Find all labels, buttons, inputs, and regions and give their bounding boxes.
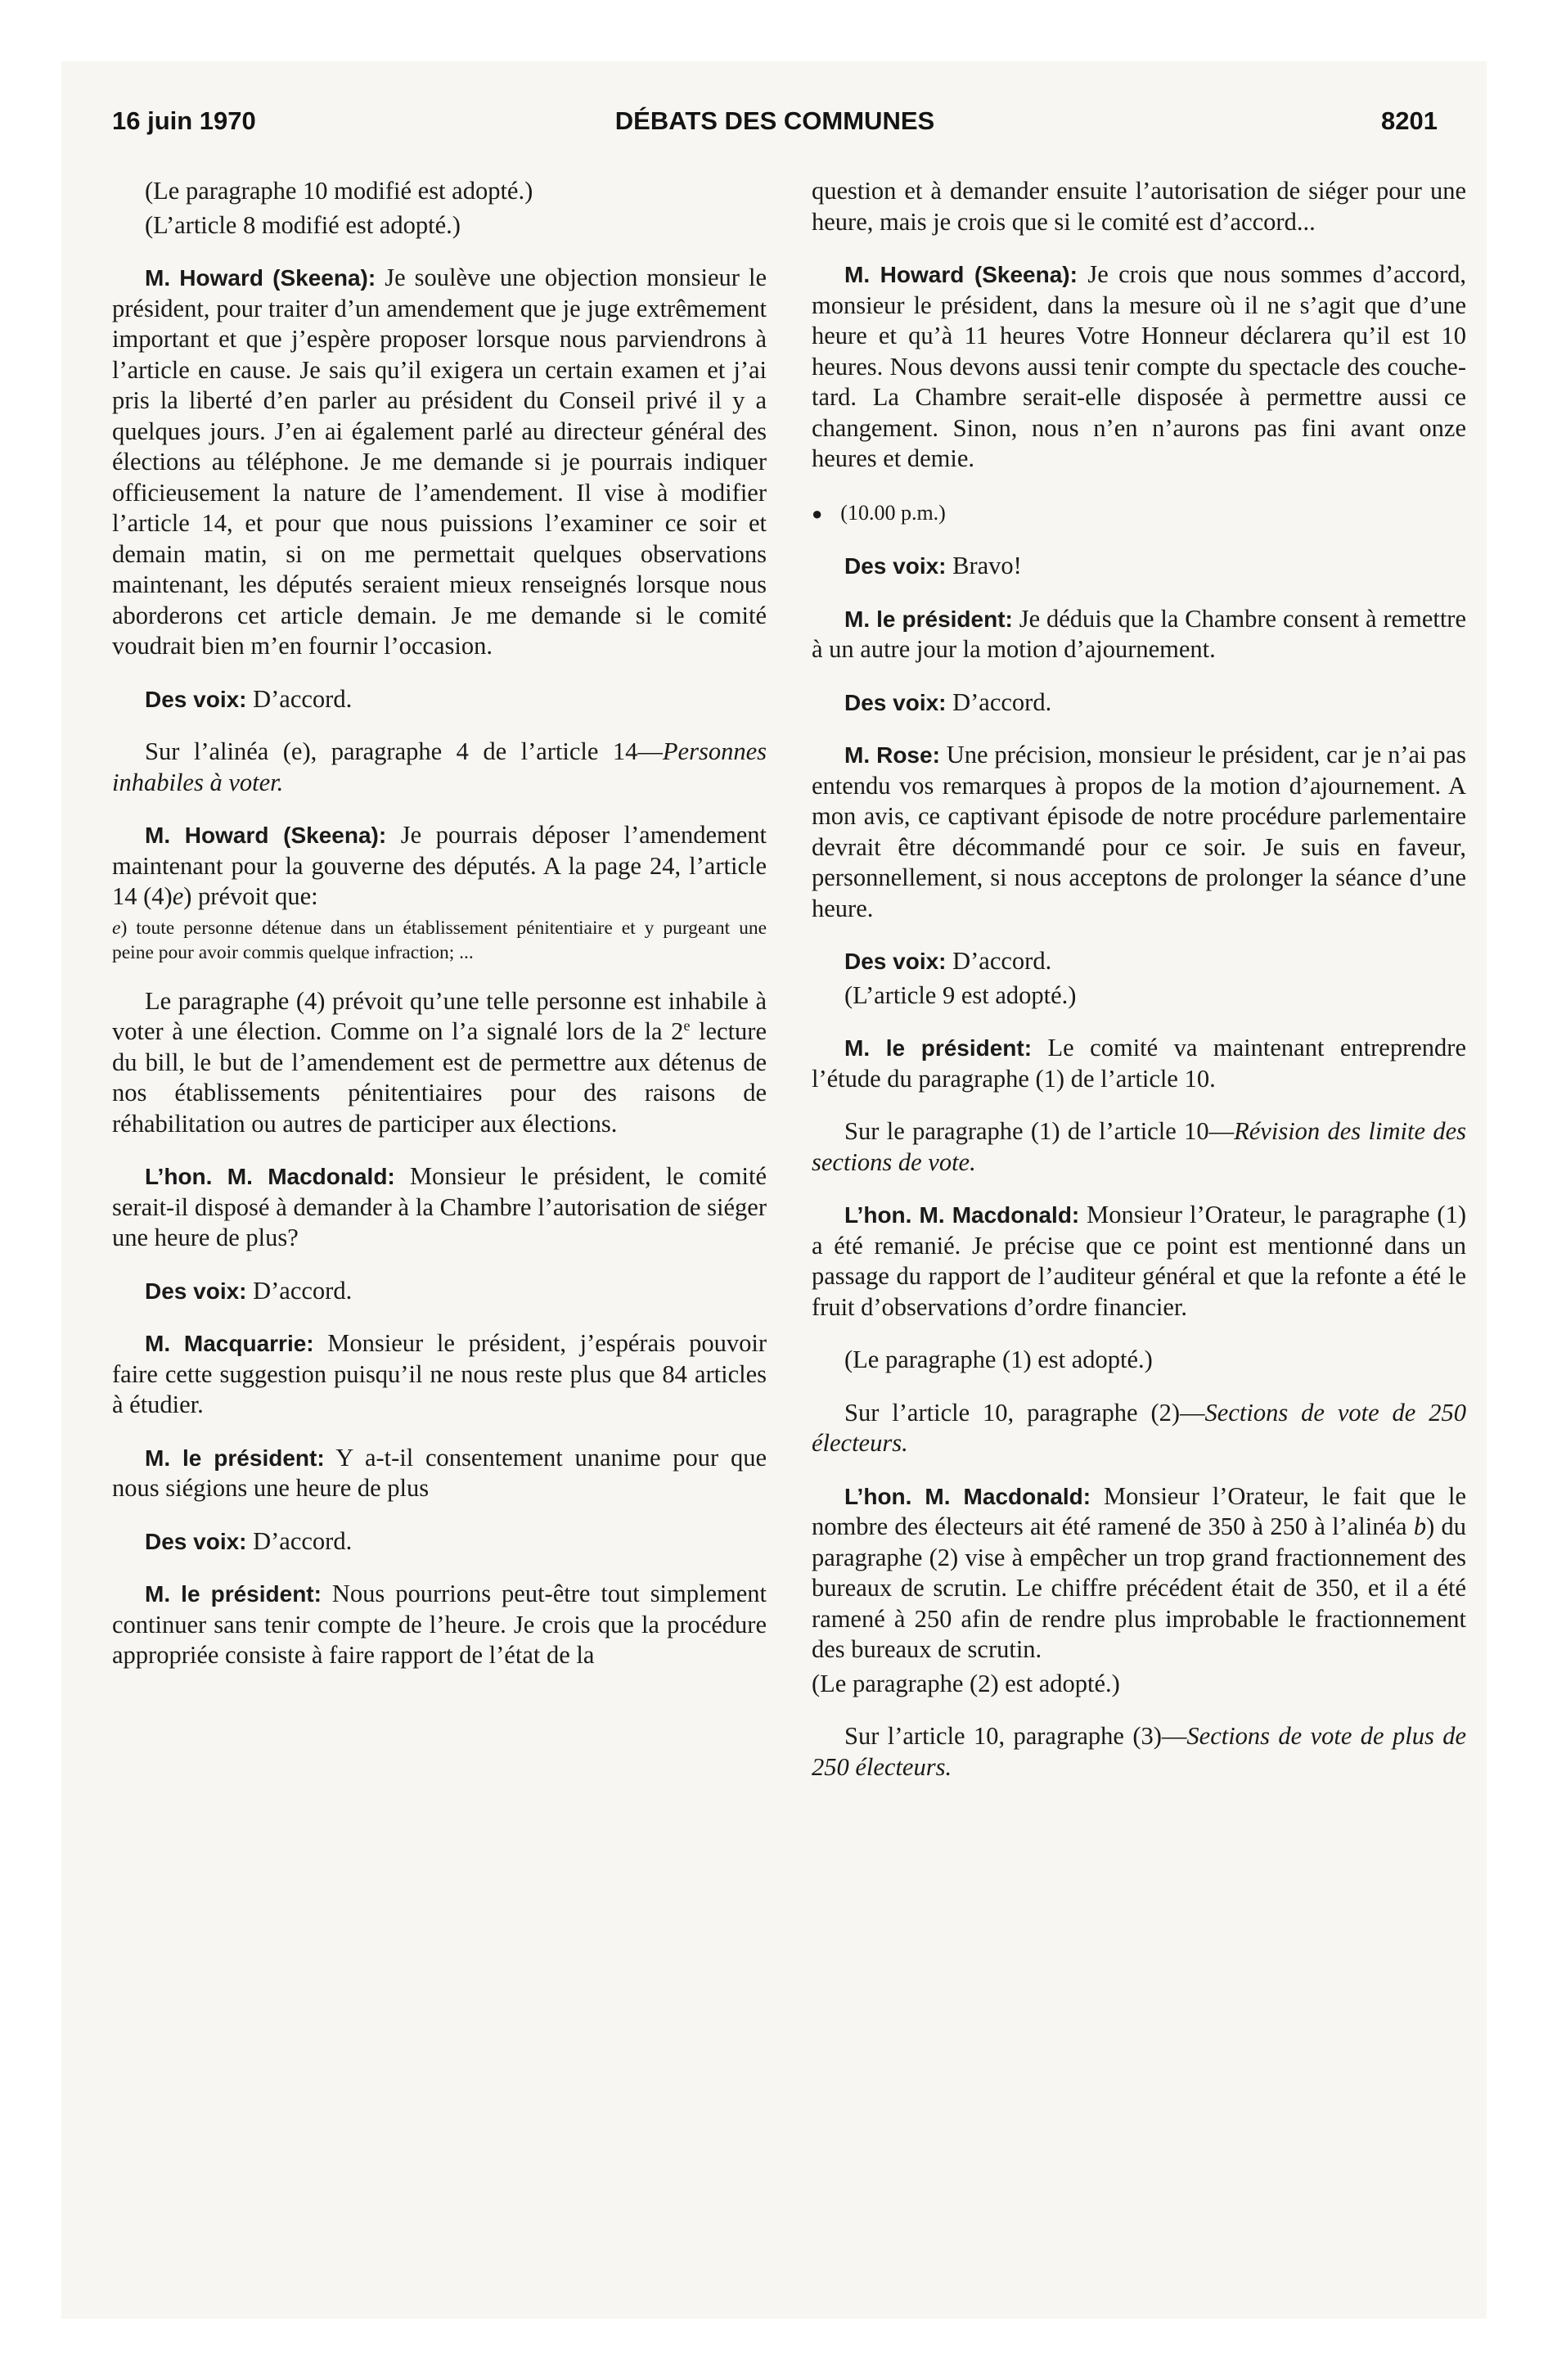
speech bbox=[112, 263, 767, 662]
paragraph: (L’article 9 est adopté.) bbox=[844, 980, 1077, 1009]
clause-title: Révision des limite des sections de vote. bbox=[812, 1117, 1466, 1176]
speech bbox=[812, 1481, 1466, 1666]
bullet-icon: ● bbox=[812, 503, 823, 524]
speaker-name: L’hon. M. Macdonald: bbox=[844, 1483, 1091, 1509]
quote-letter: e bbox=[112, 917, 121, 939]
speech-text: Monsieur l’Orateur, le paragraphe (1) a été remanié. Je précise que ce point est mentionné dans un passage du rapport de l’auditeur général et que la refonte a été le fruit d’observations d’ordre financier. bbox=[812, 1201, 1466, 1321]
speaker-name: Des voix: bbox=[844, 689, 947, 715]
clause-title: Sections de vote de plus de 250 électeurs. bbox=[812, 1722, 1466, 1781]
speaker-name: M. le président: bbox=[844, 606, 1013, 632]
speech bbox=[112, 684, 767, 715]
speech bbox=[812, 551, 1466, 582]
speech-text-italic: e bbox=[172, 882, 184, 910]
speech-text: Le comité va maintenant entreprendre l’étude du paragraphe (1) de l’article 10. bbox=[812, 1034, 1466, 1093]
speech-text: prévoit que: bbox=[198, 882, 318, 910]
speech-text: Une précision, monsieur le président, car je n’ai pas entendu vos remarques à propos de la motion d’ajournement. A mon avis, ce captivant épisode de notre procédure parlementaire devrait être décommandé pour ce soir. Je suis en faveur, personnellement, si nous acceptons de prolonger la séance d’une heure. bbox=[812, 741, 1466, 922]
speech-text: D’accord. bbox=[246, 1276, 353, 1305]
speech-text: Bravo! bbox=[946, 552, 1022, 579]
speech-text: ) du paragraphe (2) vise à empêcher un trop grand fractionnement des bureaux de scrutin. Le chiffre précédent était de 350, et il a été ramené à 250 afin de rendre plus improbable le fractionnement des bureaux de scrutin. bbox=[812, 1512, 1466, 1663]
clause-title: Personnes inhabiles à voter. bbox=[112, 737, 767, 796]
speaker-name: Des voix: bbox=[844, 553, 947, 579]
header-title: DÉBATS DES COMMUNES bbox=[614, 106, 935, 135]
quote-text: ) toute personne détenue dans un établissement pénitentiaire et y purgeant une peine pour avoir commis quelque infraction; ... bbox=[112, 917, 767, 963]
speaker-name: Des voix: bbox=[145, 1278, 247, 1304]
page-sheet bbox=[61, 61, 1487, 2319]
speaker-name: Des voix: bbox=[145, 686, 247, 712]
speech-text: ) bbox=[183, 882, 192, 910]
speech-text-italic: b bbox=[1413, 1512, 1427, 1540]
speech bbox=[112, 1579, 767, 1671]
speech bbox=[812, 740, 1466, 924]
clause-heading bbox=[812, 1398, 1466, 1459]
paragraph: (Le paragraphe 10 modifié est adopté.) bbox=[145, 177, 533, 205]
speaker-name: M. Howard (Skeena): bbox=[145, 823, 387, 848]
speaker-name: Des voix: bbox=[145, 1528, 247, 1554]
speech bbox=[812, 687, 1466, 719]
speaker-name: M. Howard (Skeena): bbox=[844, 262, 1078, 287]
speech-text: Je déduis que la Chambre consent à remettre à un autre jour la motion d’ajournement. bbox=[812, 604, 1466, 663]
clause-text: Sur l’article 10, paragraphe (2)— bbox=[844, 1398, 1205, 1427]
speaker-name: M. le président: bbox=[145, 1445, 325, 1471]
paragraph: (Le paragraphe (1) est adopté.) bbox=[844, 1346, 1153, 1373]
speech-text: D’accord. bbox=[946, 947, 1052, 975]
speech-text: D’accord. bbox=[246, 684, 353, 713]
paragraph: question et à demander ensuite l’autorisation de siéger pour une heure, mais je crois que si le comité est d’accord... bbox=[812, 177, 1466, 236]
speech bbox=[112, 1161, 767, 1254]
speech-text: Monsieur le président, le comité serait-il disposé à demander à la Chambre l’autorisation de siéger une heure de plus? bbox=[112, 1162, 767, 1251]
speech bbox=[112, 820, 767, 913]
speech-text: Nous pourrions peut-être tout simplement continuer sans tenir compte de l’heure. Je crois que la procédure appropriée consiste à faire rapport de l’état de la bbox=[112, 1580, 767, 1669]
speech-text: Je pourrais déposer l’amendement maintenant pour la gouverne des députés. A la page 24, l’article 14 (4) bbox=[112, 821, 767, 910]
speaker-name: M. Rose: bbox=[844, 742, 940, 768]
paragraph-text: lecture du bill, le but de l’amendement est de permettre aux détenus de nos établissements pénitentiaires pour des raisons de réhabilitation ou autres de participer aux élections. bbox=[112, 1017, 767, 1138]
page-header bbox=[112, 106, 1438, 156]
speech bbox=[112, 1328, 767, 1421]
speaker-name: Des voix: bbox=[844, 949, 947, 974]
speech bbox=[112, 1443, 767, 1504]
speech-text: D’accord. bbox=[246, 1526, 353, 1555]
speech-text: Monsieur l’Orateur, le fait que le nombre des électeurs ait été ramené de 350 à 250 à l’alinéa bbox=[812, 1481, 1466, 1540]
speech-text: Y a-t-il consentement unanime pour que nous siégions une heure de plus bbox=[112, 1443, 767, 1502]
paragraph bbox=[112, 986, 767, 1140]
paragraph-text: Le paragraphe (4) prévoit qu’une telle personne est inhabile à voter à une élection. Comme on l’a signalé lors de la 2 bbox=[112, 986, 767, 1045]
speech bbox=[812, 1200, 1466, 1323]
speech-text: Je soulève une objection monsieur le président, pour traiter d’un amendement que je juge extrêmement important et que j’espère proposer lorsque nous parviendrons à l’article en cause. Je sais qu’il exigera un certain examen et j’ai pris la liberté d’en parler au président du Conseil privé il y a quelques jours. J’en ai également parlé au directeur général des élections au téléphone. Je me demande si je pourrais indiquer officieusement la nature de l’amendement. Il vise à modifier l’article 14, et pour que nous puissions l’examiner ce soir et demain matin, si on me permettait quelques observations maintenant, les députés seraient mieux renseignés lorsque nous aborderons cet article demain. Je me demande si le comité voudrait bien m’en fournir l’occasion. bbox=[112, 264, 767, 660]
time-marker bbox=[812, 497, 1466, 530]
speaker-name: M. Howard (Skeena): bbox=[145, 265, 376, 291]
clause-heading bbox=[112, 737, 767, 798]
clause-text: Sur l’alinéa (e), paragraphe 4 de l’article 14— bbox=[145, 737, 663, 765]
header-page-number: 8201 bbox=[1381, 106, 1438, 135]
clause-text: Sur l’article 10, paragraphe (3)— bbox=[844, 1722, 1187, 1750]
speech-text: Je crois que nous sommes d’accord, monsieur le président, dans la mesure où il ne s’agit que d’une heure et qu’à 11 heures Votre Honneur déclarera qu’il est 10 heures. Nous devons aussi tenir compte du spectacle des couche-tard. La Chambre serait-elle disposée à permettre aussi ce changement. Sinon, nous n’en n’aurons pas fini avant onze heures et demie. bbox=[812, 260, 1466, 472]
speech bbox=[812, 1033, 1466, 1094]
superscript: e bbox=[683, 1016, 691, 1034]
paragraph: (L’article 8 modifié est adopté.) bbox=[145, 210, 461, 239]
left-column bbox=[112, 176, 767, 1693]
speaker-name: M. le président: bbox=[844, 1035, 1033, 1061]
clause-heading bbox=[812, 1721, 1466, 1783]
speech bbox=[112, 1526, 767, 1557]
speech bbox=[812, 259, 1466, 475]
right-column bbox=[812, 176, 1466, 1805]
speaker-name: M. le président: bbox=[145, 1581, 322, 1607]
speech bbox=[812, 946, 1466, 977]
speech bbox=[112, 1276, 767, 1307]
paragraph: (Le paragraphe (2) est adopté.) bbox=[812, 1669, 1120, 1697]
clause-text: Sur le paragraphe (1) de l’article 10— bbox=[844, 1117, 1235, 1145]
clause-title: Sections de vote de 250 électeurs. bbox=[812, 1398, 1467, 1457]
speech bbox=[812, 604, 1466, 665]
speaker-name: L’hon. M. Macdonald: bbox=[145, 1164, 395, 1189]
speaker-name: L’hon. M. Macdonald: bbox=[844, 1202, 1080, 1228]
speech-text: D’accord. bbox=[946, 687, 1052, 716]
speech-text: Monsieur le président, j’espérais pouvoir faire cette suggestion puisqu’il ne nous reste plus que 84 articles à étudier. bbox=[112, 1329, 767, 1418]
speaker-name: M. Macquarrie: bbox=[145, 1331, 314, 1356]
header-date: 16 juin 1970 bbox=[112, 106, 256, 135]
time-stamp: (10.00 p.m.) bbox=[840, 500, 946, 525]
clause-heading bbox=[812, 1116, 1466, 1178]
quoted-provision bbox=[112, 916, 767, 965]
